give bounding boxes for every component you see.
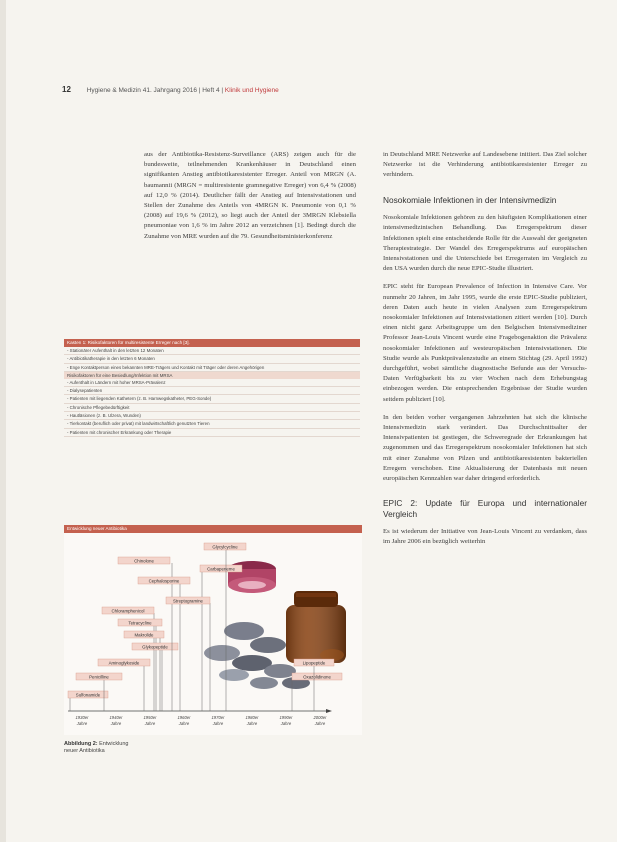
- antibiotic-label: Sulfonamide: [75, 692, 101, 698]
- medicine-bottle-image: [286, 591, 346, 666]
- section-name: Klinik und Hygiene: [224, 87, 279, 94]
- year-tick-label: 1980er: [245, 715, 259, 720]
- list-item: - Tierkontakt (beruflich oder privat) mit landwirtschaftlich genutzten Tieren: [64, 420, 360, 428]
- year-tick-label: 1970er: [211, 715, 225, 720]
- list-item: - Enge Kontaktperson eines bekannten MRE-Trägers und Kontakt mit Träger oder deren Angehörigen: [64, 364, 360, 372]
- body-paragraph: in Deutschland MRE Netzwerke auf Landesebene initiiert. Das Ziel solcher Netzwerke ist die Verhinderung antibiotikaresistenter Erreger zu verhindern.: [383, 151, 587, 179]
- year-tick-label: Jahre: [144, 721, 156, 726]
- body-paragraph: Nosokomiale Infektionen gehören zu den häufigsten Komplikationen einer intensivmedizinischen Behandlung. Das Erregerspektrum dieser Infektionen spielt eine entscheidende Rolle für die Auswahl der geeigneten Therapiestrategie. Der Wandel des Erregerspektrums auf europäischen Intensivstationen und die Unterschiede bei Erregerraten im Vergleich zu den USA wurden durch die neue EPIC-Studie illustriert.: [383, 214, 587, 273]
- list-item: - Patienten mit liegenden Kathetern (z. B. Harnwegskatheter, PEG-Sonde): [64, 395, 360, 403]
- antibiotic-label: Chloramphenicol: [111, 608, 145, 614]
- page-number: 12: [62, 85, 71, 94]
- year-tick-label: Jahre: [212, 721, 224, 726]
- caption-label: Abbildung 2:: [64, 741, 98, 747]
- body-paragraph: In den beiden vorher vergangenen Jahrzehnten hat sich die klinische Intensivmedizin stark verändert. Das Durchschnittsalter der Intensivpatienten ist gestiegen, die Schweregrade der Erkrankungen hat zugenommen und das Erregerspektrum nosokomialer Infektionen hat sich mit einer Zunahme von Pilzen und antibiotikaresistenten bakteriellen Erregern verschoben. Eine Aktualisierung der Datenbasis mit neuen europäischen Kennzahlen war daher dringend erforderlich.: [383, 413, 587, 482]
- body-paragraph: aus der Antibiotika-Resistenz-Surveillance (ARS) zeigen auch für die bundesweite, teilnehmenden Krankenhäuser in Deutschland einen signifikanten Anstieg antibiotikaresistenter Erreger. Anteil von MRGN (A. baumannii (MRGN = multiresistente gramnegative Erreger) von 6,4 % (2008) auf 12,0 % (2014). Deutlicher fällt der Anstieg auf Intensivstationen und Stellen der Zunahme des Anteils von 4MRGN K. Pneumonie von 0,1 % (2008) auf 19,6 % (2012), so liegt auch der Anteil der 3MRGN Klebsiella pneumoniae von 1,6 % im Jahre 2012 an verzeichnen [1]. Bedingt durch die Zunahme von MRE wurden auf die 79. Gesundheitsministerkonferenz: [144, 151, 356, 240]
- box-subtitle: Risikofaktoren für eine Besiedlung/Infektion mit MRSA: [64, 372, 360, 379]
- antibiotics-timeline-figure: [64, 525, 362, 735]
- year-tick-label: Jahre: [280, 721, 292, 726]
- year-tick-label: 1950er: [143, 715, 157, 720]
- year-tick-label: 1930er: [75, 715, 89, 720]
- list-item: - Dialysepatienten: [64, 387, 360, 395]
- antibiotic-label: Lipopeptide: [302, 660, 326, 666]
- page-edge: [0, 0, 6, 842]
- body-paragraph: EPIC steht für European Prevalence of Infection in Intensive Care. Vor nunmehr 20 Jahren, im Jahr 1995, wurde die erste EPIC-Studie publiziert, deren Daten auch heute in vielen Analysen zum Erregerspektrum nosokomialer Infektionen auf Intensivstationen zitiert werden [10]. Durch einen nicht ganz Arbeitsgruppe um den Belgischen Intensivmediziner Professor Jean-Louis Vincent wurde eine Fragebogenaktion die Prävalenz nosokomialer Infektionen auf westeuropäischen Intensivstationen. Die Studie wurde als Punktprävalenzstudie an einem Stichtag (29. April 1992) durchgeführt, wobei sämtliche diagnostische Befunde aus der Versuchs-Daten Verfügbarkeit bis zu vier Wochen nach dem Erhebungstag einbezogen werden. Die entsprechenden Ergebnisse der Studie wurden seitdem publiziert [10].: [383, 283, 587, 403]
- year-tick-label: Jahre: [178, 721, 190, 726]
- section-heading: Nosokomiale Infektionen in der Intensivmedizin: [383, 194, 557, 205]
- year-tick-label: Jahre: [314, 721, 326, 726]
- page-header: [62, 85, 582, 94]
- year-tick-label: Jahre: [76, 721, 88, 726]
- year-tick-label: Jahre: [246, 721, 258, 726]
- timeline-svg: [64, 533, 362, 735]
- antibiotic-label: Chinolone: [134, 558, 154, 564]
- left-column: [144, 150, 356, 250]
- antibiotic-label: Tetracycline: [128, 620, 152, 626]
- list-item: - Stationärer Aufenthalt in den letzten 12 Monaten: [64, 347, 360, 355]
- year-tick-label: 1960er: [177, 715, 191, 720]
- antibiotic-label: Streptogramine: [172, 598, 204, 604]
- journal-info: Hygiene & Medizin 41. Jahrgang 2016 | Heft 4 |: [86, 87, 224, 94]
- antibiotic-label: Glykopeptide: [142, 644, 168, 650]
- axis-arrow-icon: [326, 709, 332, 713]
- caption-text: Entwicklung neuer Antibiotika: [64, 741, 129, 754]
- year-tick-label: Jahre: [110, 721, 122, 726]
- risk-factor-box: [64, 339, 360, 437]
- figure-title: Entwicklung neuer Antibiotika: [64, 525, 362, 533]
- antibiotic-label: Penicilline: [89, 674, 109, 680]
- body-paragraph: Es ist wiederum der Initiative von Jean-Louis Vincent zu verdanken, dass im Jahre 2006 ein bezüglich weiterhin: [383, 528, 587, 546]
- antibiotic-label: Aminoglykoside: [108, 660, 140, 666]
- year-tick-labels: [75, 715, 327, 726]
- antibiotic-label: Carbapeneme: [207, 566, 235, 572]
- box-title: Kasten 1: Risikofaktoren für multiresistente Erreger nach [3].: [64, 339, 360, 347]
- antibiotic-label: Cephalosporine: [148, 578, 180, 584]
- list-item: - Chronische Pflegebedürftigkeit: [64, 404, 360, 412]
- list-item: - Aufenthalt in Ländern mit hoher MRSA-Prävalenz: [64, 379, 360, 387]
- year-tick-label: 1940er: [109, 715, 123, 720]
- year-tick-label: 2000er: [313, 715, 327, 720]
- list-item: - Antibiotikatherapie in den letzten 6 Monaten: [64, 355, 360, 363]
- figure-caption: [64, 741, 144, 755]
- antibiotic-label: Makrolide: [134, 632, 154, 638]
- antibiotic-label: Glycylcycline: [212, 544, 238, 550]
- list-item: - Hautläsionen (z. B. Ulzera, Wunden): [64, 412, 360, 420]
- year-tick-label: 1990er: [279, 715, 293, 720]
- list-item: - Patienten mit chronischer Erkrankung oder Therapie: [64, 429, 360, 437]
- right-column: [383, 150, 587, 556]
- section-heading: EPIC 2: Update für Europa und internationaler Vergleich: [383, 498, 587, 519]
- antibiotic-label: Oxazolidinone: [303, 674, 331, 680]
